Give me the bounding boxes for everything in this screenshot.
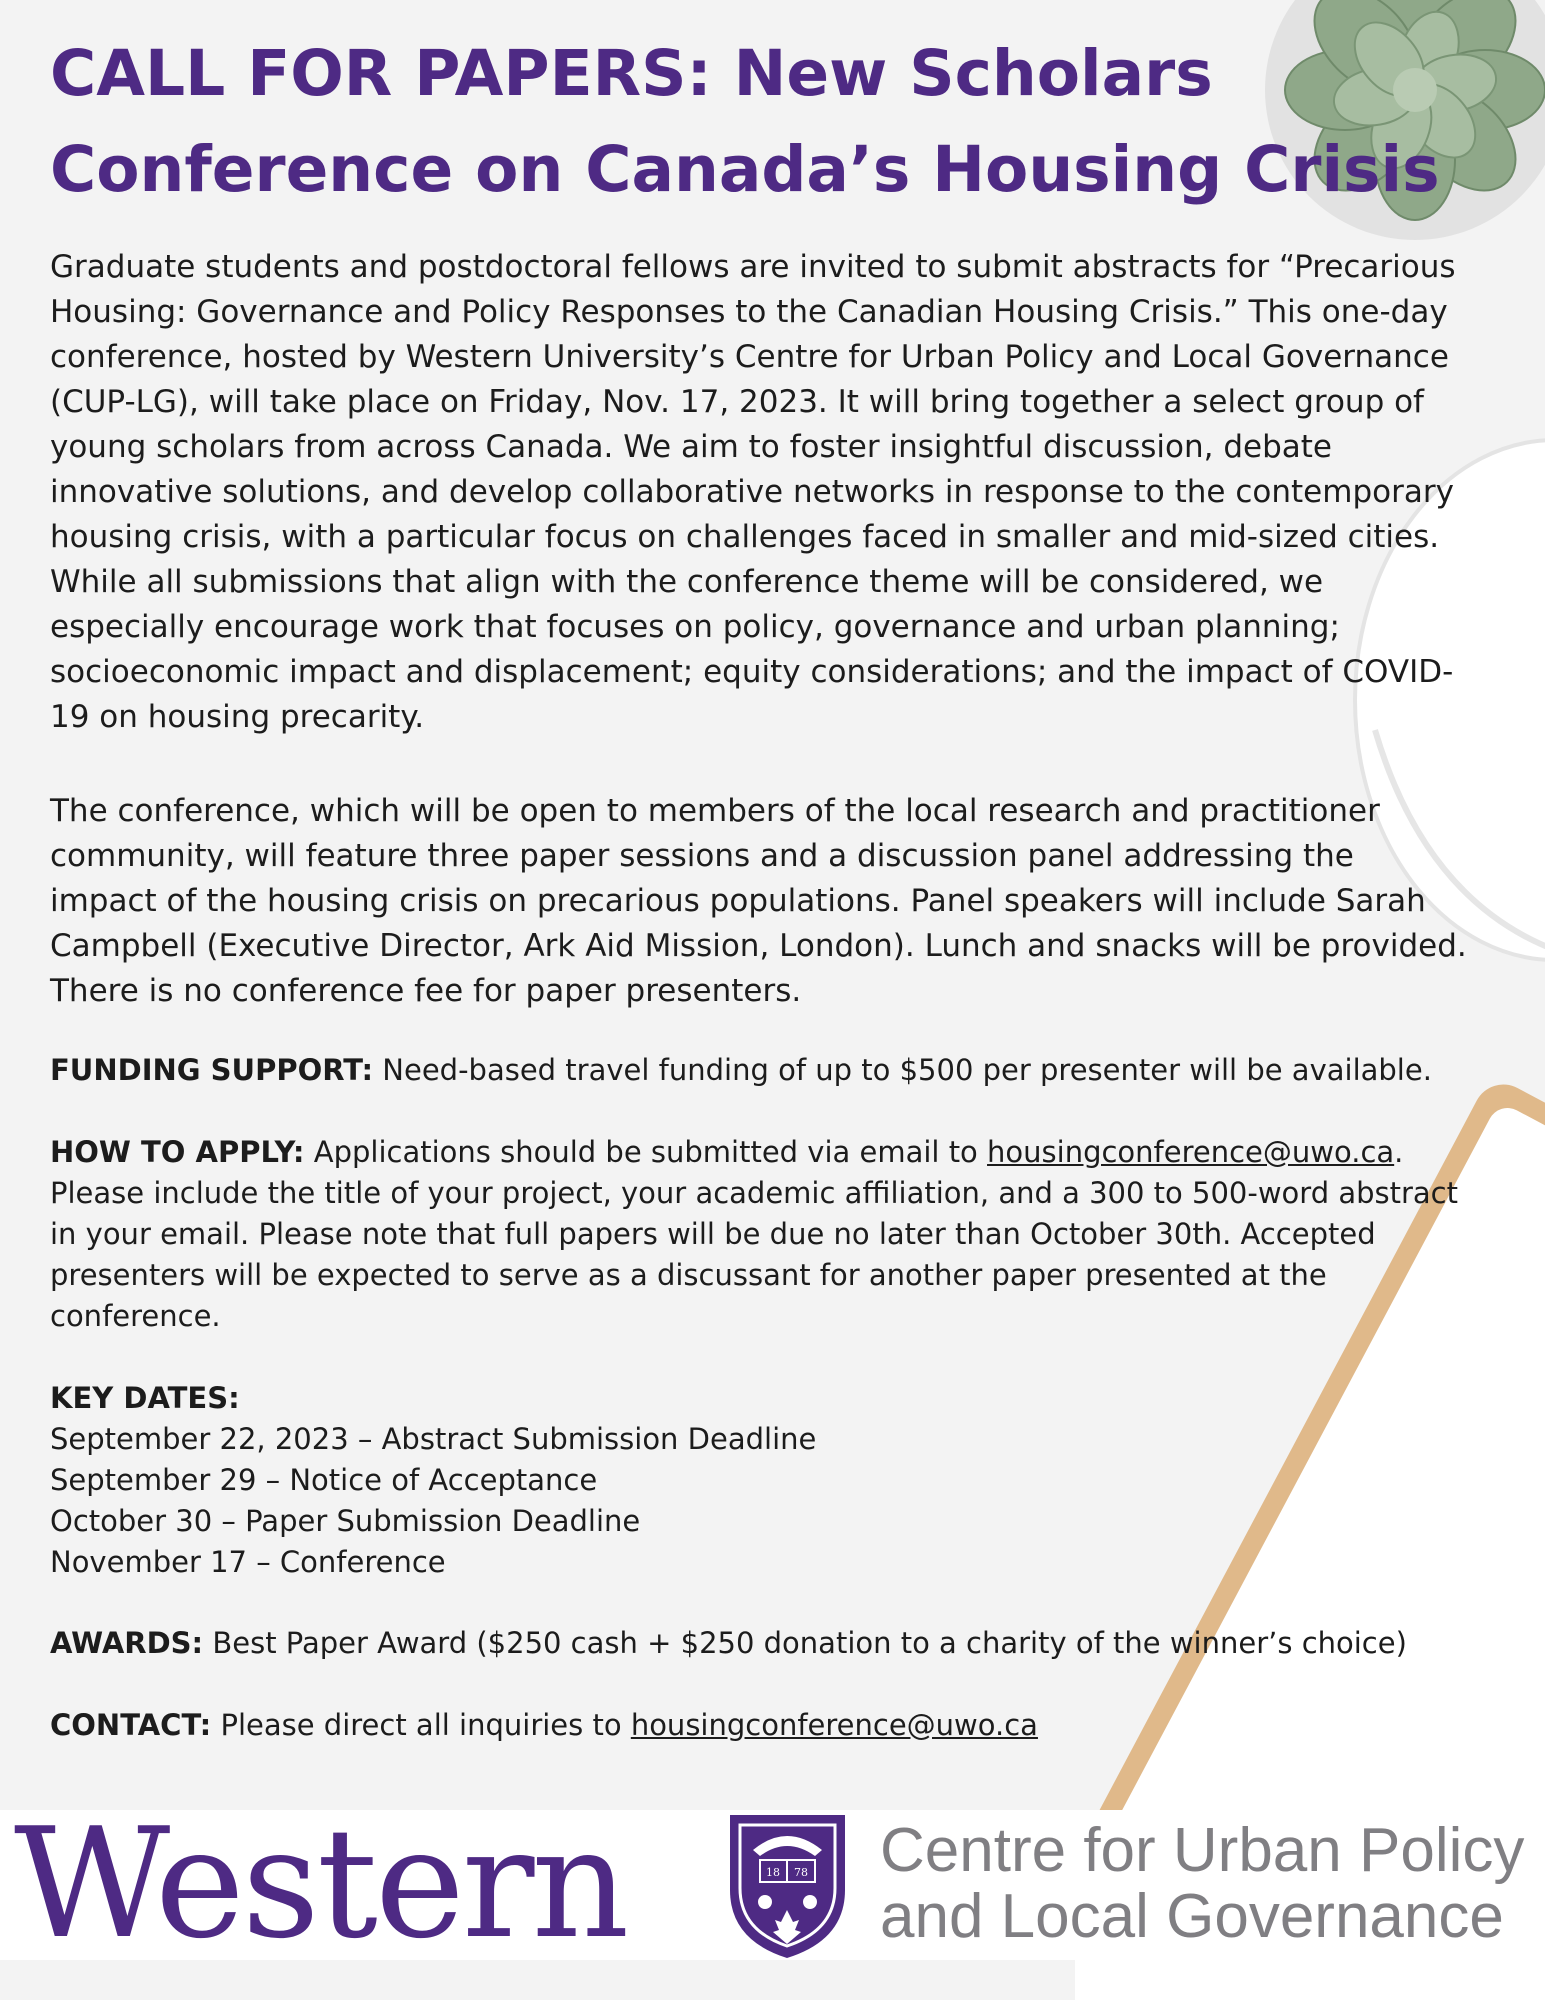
key-date-item: November 17 – Conference bbox=[50, 1545, 446, 1579]
key-date-item: September 29 – Notice of Acceptance bbox=[50, 1463, 598, 1497]
contact-section bbox=[50, 1705, 1470, 1746]
awards-text: Best Paper Award ($250 cash + $250 donation to a charity of the winner’s choice) bbox=[212, 1626, 1407, 1660]
contact-label: CONTACT: bbox=[50, 1708, 212, 1742]
apply-text-after: . Please include the title of your project, your academic affiliation, and a 300 to 500-word abstract in your email. Please note that full papers will be due no later than October 30th. Accepted presenters will be expected to serve as a discussant for another paper presented at the conference. bbox=[50, 1135, 1458, 1333]
key-dates-section bbox=[50, 1378, 1470, 1583]
funding-section bbox=[50, 1050, 1470, 1091]
awards-section bbox=[50, 1623, 1470, 1664]
cuplg-wordmark bbox=[880, 1818, 1524, 1950]
apply-text-before: Applications should be submitted via email to bbox=[313, 1135, 978, 1169]
contact-text: Please direct all inquiries to bbox=[220, 1708, 622, 1742]
page-title: CALL FOR PAPERS: New Scholars Conference on Canada’s Housing Crisis bbox=[50, 37, 1440, 206]
cuplg-line1: Centre for Urban Policy bbox=[880, 1816, 1525, 1885]
western-wordmark: Western bbox=[14, 1795, 627, 1972]
cuplg-line2: and Local Governance bbox=[880, 1882, 1504, 1951]
key-dates-label: KEY DATES: bbox=[50, 1381, 240, 1415]
contact-email-link[interactable]: housingconference@uwo.ca bbox=[630, 1708, 1038, 1742]
apply-label: HOW TO APPLY: bbox=[50, 1135, 305, 1169]
apply-email-link[interactable]: housingconference@uwo.ca bbox=[987, 1135, 1395, 1169]
crest-year-left: 18 bbox=[766, 1866, 780, 1879]
funding-label: FUNDING SUPPORT: bbox=[50, 1053, 374, 1087]
funding-text: Need-based travel funding of up to $500 per presenter will be available. bbox=[382, 1053, 1432, 1087]
awards-label: AWARDS: bbox=[50, 1626, 204, 1660]
crest-year-right: 78 bbox=[794, 1866, 808, 1879]
key-date-item: September 22, 2023 – Abstract Submission Deadline bbox=[50, 1422, 817, 1456]
apply-section bbox=[50, 1132, 1470, 1337]
intro-paragraph: Graduate students and postdoctoral fellows are invited to submit abstracts for “Precarious Housing: Governance and Policy Responses to the Canadian Housing Crisis.” This one-day conference, hosted by Western University’s Centre for Urban Policy and Local Governance (CUP-LG), will take place on Friday, Nov. 17, 2023. It will bring together a select group of young scholars from across Canada. We aim to foster insightful discussion, debate innovative solutions, and develop collaborative networks in response to the contemporary housing crisis, with a particular focus on challenges faced in smaller and mid-sized cities. While all submissions that align with the conference theme will be considered, we especially encourage work that focuses on policy, governance and urban planning; socioeconomic impact and displacement; equity considerations; and the impact of COVID-19 on housing precarity. bbox=[50, 249, 1456, 735]
footer-logo-banner bbox=[0, 1795, 1545, 1972]
conference-details-paragraph: The conference, which will be open to members of the local research and practitioner community, will feature three paper sessions and a discussion panel addressing the impact of the housing crisis on precarious populations. Panel speakers will include Sarah Campbell (Executive Director, Ark Aid Mission, London). Lunch and snacks will be provided. There is no conference fee for paper presenters. bbox=[50, 793, 1467, 1009]
western-crest-icon bbox=[725, 1810, 850, 1960]
key-date-item: October 30 – Paper Submission Deadline bbox=[50, 1504, 641, 1538]
